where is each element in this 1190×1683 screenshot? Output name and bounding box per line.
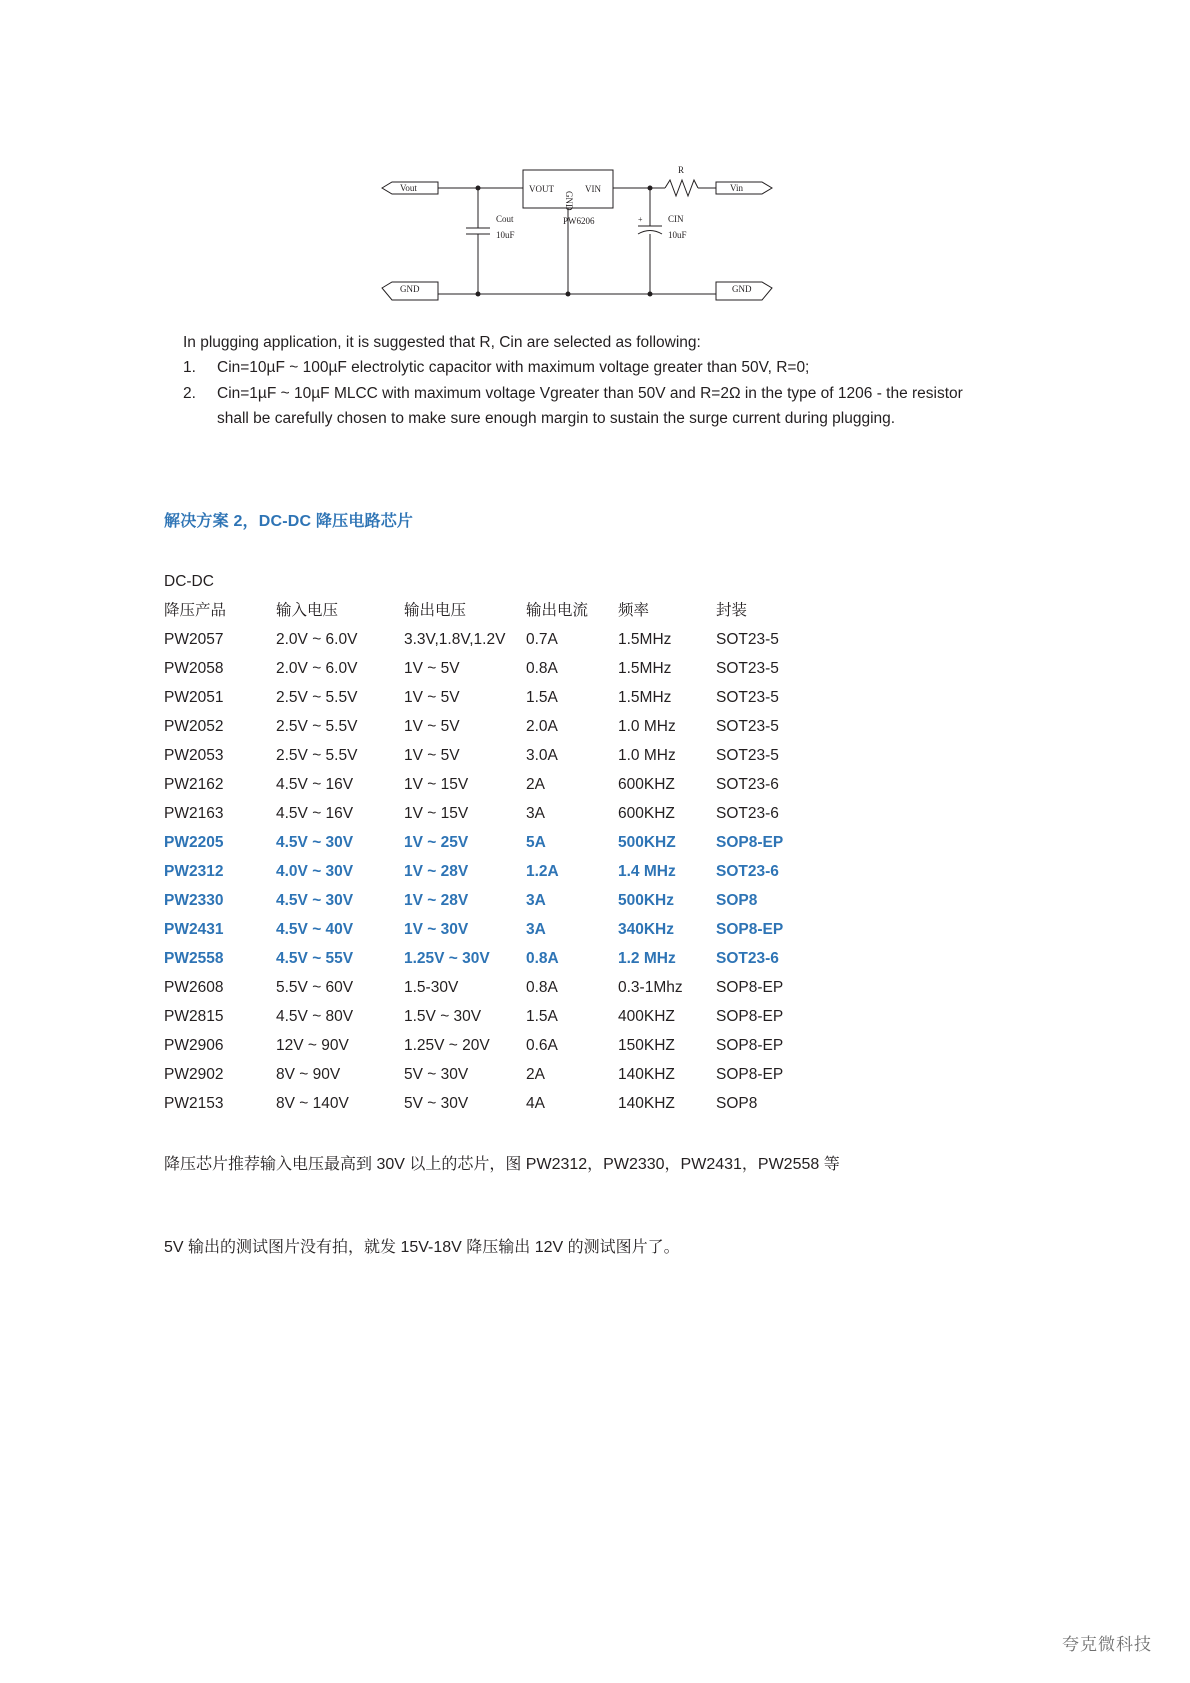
cell-vout: 1V ~ 30V — [404, 921, 469, 938]
cell-package: SOP8 — [716, 892, 758, 909]
cell-package: SOT23-6 — [716, 776, 779, 793]
cell-iout: 2A — [526, 776, 545, 793]
cell-product: PW2330 — [164, 892, 224, 909]
cell-product: PW2162 — [164, 776, 224, 793]
table-row — [164, 654, 826, 683]
cell-package: SOT23-5 — [716, 689, 779, 706]
cell-product: PW2608 — [164, 979, 224, 996]
table-row-highlighted — [164, 915, 826, 944]
table-row — [164, 1002, 826, 1031]
column-header-vin: 输入电压 — [276, 602, 339, 619]
cell-product: PW2053 — [164, 747, 224, 764]
cell-freq: 340KHz — [618, 921, 674, 938]
junction-dot — [476, 186, 481, 191]
cell-iout: 3A — [526, 805, 545, 822]
cell-iout: 1.2A — [526, 863, 559, 880]
cell-vout: 1V ~ 15V — [404, 776, 469, 793]
cell-product: PW2205 — [164, 834, 224, 851]
cell-vin: 2.0V ~ 6.0V — [276, 660, 358, 677]
chip-table-container — [164, 567, 864, 1118]
cell-vout: 5V ~ 30V — [404, 1095, 469, 1112]
schematic-svg — [380, 160, 780, 320]
table-row — [164, 712, 826, 741]
cell-vin: 2.5V ~ 5.5V — [276, 689, 358, 706]
junction-dot — [648, 186, 653, 191]
cell-vin: 4.5V ~ 16V — [276, 805, 354, 822]
cell-product: PW2558 — [164, 950, 224, 967]
cell-product: PW2153 — [164, 1095, 224, 1112]
gnd-right-port-label: GND — [732, 284, 752, 294]
list-item — [183, 355, 973, 381]
junction-dot — [476, 292, 481, 297]
cell-vout: 1V ~ 5V — [404, 747, 460, 764]
section-heading: 解决方案 2，DC-DC 降压电路芯片 — [164, 513, 414, 530]
cell-package: SOP8-EP — [716, 1008, 784, 1025]
table-body — [164, 625, 826, 1118]
cell-vout: 1V ~ 5V — [404, 660, 460, 677]
cell-freq: 600KHZ — [618, 776, 675, 793]
cell-vout: 1.25V ~ 20V — [404, 1037, 490, 1054]
cell-package: SOT23-6 — [716, 863, 779, 880]
cell-freq: 600KHZ — [618, 805, 675, 822]
gnd-left-port-label: GND — [400, 284, 420, 294]
cell-vin: 4.5V ~ 55V — [276, 950, 354, 967]
cell-iout: 4A — [526, 1095, 545, 1112]
numbered-list — [183, 355, 973, 432]
cell-vout: 1V ~ 28V — [404, 892, 469, 909]
cell-iout: 5A — [526, 834, 546, 851]
cell-product: PW2057 — [164, 631, 224, 648]
vout-port-label: Vout — [400, 183, 417, 193]
cell-product: PW2431 — [164, 921, 224, 938]
cell-package: SOT23-5 — [716, 660, 779, 677]
cell-iout: 1.5A — [526, 1008, 558, 1025]
cell-vin: 2.5V ~ 5.5V — [276, 747, 358, 764]
cell-vin: 4.5V ~ 16V — [276, 776, 354, 793]
cell-vout: 1V ~ 5V — [404, 689, 460, 706]
cell-vout: 5V ~ 30V — [404, 1066, 469, 1083]
ic-pin-vin-label: VIN — [585, 184, 601, 194]
junction-dot — [648, 292, 653, 297]
table-row — [164, 1089, 826, 1118]
table-row — [164, 1060, 826, 1089]
column-header-frequency: 频率 — [618, 602, 650, 619]
cell-freq: 140KHZ — [618, 1066, 675, 1083]
cell-iout: 3A — [526, 892, 546, 909]
table-row — [164, 973, 826, 1002]
cell-package: SOT23-5 — [716, 718, 779, 735]
cell-freq: 1.0 MHz — [618, 747, 676, 764]
cell-freq: 500KHz — [618, 892, 674, 909]
vin-port-label: Vin — [730, 183, 743, 193]
cell-iout: 0.8A — [526, 979, 558, 996]
cell-iout: 0.8A — [526, 660, 558, 677]
cell-package: SOT23-5 — [716, 747, 779, 764]
cin-polarity-label: + — [638, 215, 643, 224]
cell-freq: 400KHZ — [618, 1008, 675, 1025]
cell-iout: 2A — [526, 1066, 545, 1083]
junction-dot — [566, 292, 571, 297]
cell-vin: 5.5V ~ 60V — [276, 979, 354, 996]
cell-vout: 1.25V ~ 30V — [404, 950, 490, 967]
cell-freq: 1.5MHz — [618, 660, 672, 677]
cell-vin: 8V ~ 90V — [276, 1066, 341, 1083]
table-row — [164, 683, 826, 712]
column-header-vout: 输出电压 — [404, 602, 467, 619]
ic-pin-gnd-label: GND — [564, 191, 574, 211]
cell-vout: 1V ~ 25V — [404, 834, 469, 851]
cell-vin: 4.5V ~ 80V — [276, 1008, 354, 1025]
cell-vin: 4.5V ~ 40V — [276, 921, 354, 938]
cell-vin: 2.5V ~ 5.5V — [276, 718, 358, 735]
cout-value-label: 10uF — [496, 230, 515, 240]
cell-product: PW2312 — [164, 863, 224, 880]
footer-watermark: 夸克微科技 — [1062, 1635, 1152, 1654]
cell-vout: 1V ~ 5V — [404, 718, 460, 735]
cell-package: SOP8-EP — [716, 1066, 784, 1083]
cin-name-label: CIN — [668, 214, 684, 224]
cell-package: SOP8-EP — [716, 1037, 784, 1054]
chip-comparison-table — [164, 596, 826, 1118]
cell-product: PW2058 — [164, 660, 224, 677]
cell-vin: 2.0V ~ 6.0V — [276, 631, 358, 648]
cell-freq: 140KHZ — [618, 1095, 675, 1112]
table-row — [164, 741, 826, 770]
ic-part-label: PW6206 — [563, 216, 595, 226]
note-paragraph-1: 降压芯片推荐输入电压最高到 30V 以上的芯片，图 PW2312，PW2330，PW2431，PW2558 等 — [164, 1156, 840, 1173]
cell-vout: 1.5-30V — [404, 979, 459, 996]
list-item-text: Cin=10µF ~ 100µF electrolytic capacitor with maximum voltage greater than 50V, R=0; — [217, 359, 810, 376]
cell-package: SOT23-6 — [716, 950, 779, 967]
cell-product: PW2052 — [164, 718, 224, 735]
table-row-highlighted — [164, 828, 826, 857]
cell-freq: 1.5MHz — [618, 689, 672, 706]
cell-vout: 1V ~ 15V — [404, 805, 469, 822]
cell-package: SOP8-EP — [716, 921, 784, 938]
cell-vout: 1V ~ 28V — [404, 863, 469, 880]
vin-port-shape — [716, 182, 772, 194]
cell-freq: 1.2 MHz — [618, 950, 676, 967]
cell-package: SOT23-5 — [716, 631, 779, 648]
list-item-number: 2. — [183, 384, 196, 402]
cell-package: SOP8-EP — [716, 834, 784, 851]
cell-iout: 0.7A — [526, 631, 558, 648]
cell-iout: 3A — [526, 921, 546, 938]
table-header-row — [164, 596, 826, 625]
cell-vout: 1.5V ~ 30V — [404, 1008, 482, 1025]
cell-product: PW2051 — [164, 689, 224, 706]
table-row-highlighted — [164, 857, 826, 886]
cell-product: PW2906 — [164, 1037, 224, 1054]
intro-paragraph: In plugging application, it is suggested that R, Cin are selected as following: — [183, 334, 701, 351]
column-header-product: 降压产品 — [164, 602, 227, 619]
cell-freq: 1.5MHz — [618, 631, 672, 648]
cell-vin: 4.0V ~ 30V — [276, 863, 354, 880]
column-header-iout: 输出电流 — [526, 602, 589, 619]
cell-vin: 12V ~ 90V — [276, 1037, 349, 1054]
column-header-package: 封装 — [716, 602, 748, 619]
table-row — [164, 1031, 826, 1060]
cell-iout: 2.0A — [526, 718, 558, 735]
table-row-highlighted — [164, 944, 826, 973]
cell-freq: 1.4 MHz — [618, 863, 676, 880]
cell-product: PW2815 — [164, 1008, 224, 1025]
ic-pin-vout-label: VOUT — [529, 184, 554, 194]
cell-package: SOP8-EP — [716, 979, 784, 996]
table-row — [164, 625, 826, 654]
list-item-number: 1. — [183, 359, 196, 376]
list-item — [183, 381, 973, 432]
cell-vin: 4.5V ~ 30V — [276, 834, 354, 851]
cell-package: SOT23-6 — [716, 805, 779, 822]
cell-vout: 3.3V,1.8V,1.2V — [404, 631, 506, 648]
circuit-schematic — [380, 160, 780, 320]
cell-iout: 3.0A — [526, 747, 558, 764]
cell-product: PW2902 — [164, 1066, 224, 1083]
table-row — [164, 799, 826, 828]
cell-vin: 4.5V ~ 30V — [276, 892, 354, 909]
table-caption: DC-DC — [164, 573, 214, 590]
cell-vin: 8V ~ 140V — [276, 1095, 349, 1112]
cell-freq: 500KHZ — [618, 834, 676, 851]
cell-product: PW2163 — [164, 805, 224, 822]
table-row-highlighted — [164, 886, 826, 915]
note-paragraph-2: 5V 输出的测试图片没有拍，就发 15V-18V 降压输出 12V 的测试图片了。 — [164, 1239, 680, 1256]
cin-value-label: 10uF — [668, 230, 687, 240]
cell-freq: 150KHZ — [618, 1037, 675, 1054]
cout-name-label: Cout — [496, 214, 514, 224]
list-item-text: Cin=1µF ~ 10µF MLCC with maximum voltage Vgreater than 50V and R=2Ω in the type of 1206 - the resistor shall be carefully chosen to make sure enough margin to sustain the surge current during plugging. — [217, 384, 963, 427]
cell-iout: 0.8A — [526, 950, 559, 967]
cell-iout: 0.6A — [526, 1037, 558, 1054]
resistor-label: R — [678, 165, 685, 175]
cell-freq: 1.0 MHz — [618, 718, 676, 735]
cell-freq: 0.3-1Mhz — [618, 979, 683, 996]
cell-package: SOP8 — [716, 1095, 758, 1112]
cell-iout: 1.5A — [526, 689, 558, 706]
table-row — [164, 770, 826, 799]
